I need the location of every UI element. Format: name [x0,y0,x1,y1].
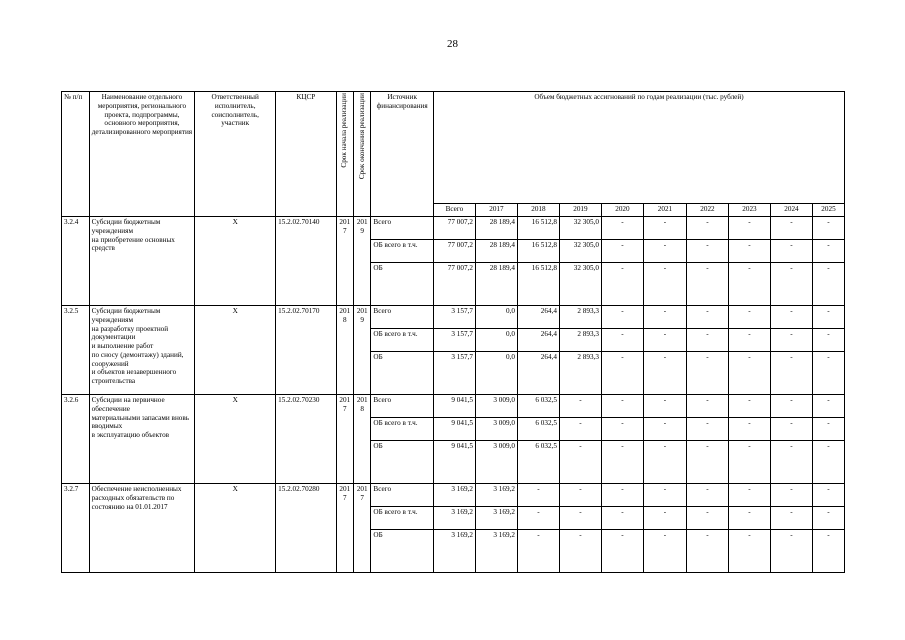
amount-cell: - [770,395,812,418]
amount-cell: 77 007,2 [433,217,475,240]
page-number: 28 [447,38,458,50]
amount-cell: 264,4 [517,352,559,395]
amount-cell: - [728,352,770,395]
amount-cell: - [686,418,728,441]
funding-source-cell: ОБ [371,352,434,395]
amount-cell: 3 009,0 [475,441,517,484]
amount-cell: - [728,441,770,484]
activity-name-cell: Субсидии на первичное обеспечение материальными запасами вновь вводимых в эксплуатацию объектов [89,395,195,484]
amount-cell: 28 189,4 [475,240,517,263]
amount-cell: - [728,263,770,306]
amount-cell: 3 157,7 [433,352,475,395]
amount-cell: 9 041,5 [433,418,475,441]
activity-name-cell: Субсидии бюджетным учреждениям на разработку проектной документации и выполнение работ по сносу (демонтажу) зданий, сооружений и объектов незавершенного строительства [89,306,195,395]
header-source: Источник финансирования [371,92,434,217]
amount-cell: - [728,306,770,329]
table-row [62,484,845,507]
amount-cell: - [686,395,728,418]
amount-cell: - [686,507,728,530]
amount-cell: - [770,263,812,306]
start-year-cell: 2017 [336,395,353,484]
executor-cell: X [195,306,276,395]
amount-cell: - [770,418,812,441]
header-name: Наименование отдельного мероприятия, регионального проекта, подпрограммы, основного мероприятия, детализированного мероприятия [89,92,195,217]
amount-cell: 3 009,0 [475,395,517,418]
header-year: 2022 [686,204,728,217]
amount-cell: - [770,329,812,352]
amount-cell: 9 041,5 [433,395,475,418]
amount-cell: - [643,530,686,573]
end-year-cell: 2018 [354,395,371,484]
amount-cell: - [728,217,770,240]
amount-cell: - [728,530,770,573]
amount-cell: - [643,306,686,329]
header-num: № п/п [62,92,90,217]
amount-cell: - [728,507,770,530]
row-number-cell: 3.2.5 [62,306,90,395]
amount-cell: - [601,441,643,484]
amount-cell: 3 169,2 [475,484,517,507]
amount-cell: - [601,530,643,573]
amount-cell: - [812,240,844,263]
start-year-cell: 2018 [336,306,353,395]
amount-cell: 32 305,0 [559,240,601,263]
amount-cell: - [601,329,643,352]
amount-cell: - [770,306,812,329]
amount-cell: - [643,263,686,306]
amount-cell: - [812,306,844,329]
header-year: 2025 [812,204,844,217]
row-number-cell: 3.2.6 [62,395,90,484]
funding-source-cell: ОБ всего в т.ч. [371,329,434,352]
amount-cell: 28 189,4 [475,217,517,240]
header-year: 2021 [643,204,686,217]
amount-cell: - [686,306,728,329]
header-year: 2019 [559,204,601,217]
amount-cell: 77 007,2 [433,263,475,306]
amount-cell: - [517,484,559,507]
amount-cell: - [601,418,643,441]
amount-cell: 2 893,3 [559,306,601,329]
header-executor: Ответственный исполнитель, соисполнитель, участник [195,92,276,217]
start-year-cell: 2017 [336,217,353,306]
activity-name-cell: Субсидии бюджетным учреждениям на приобретение основных средств [89,217,195,306]
amount-cell: 0,0 [475,352,517,395]
amount-cell: - [812,352,844,395]
end-year-cell: 2019 [354,217,371,306]
end-year-cell: 2017 [354,484,371,573]
amount-cell: - [643,484,686,507]
amount-cell: 6 032,5 [517,418,559,441]
amount-cell: - [686,217,728,240]
amount-cell: - [643,329,686,352]
funding-source-cell: ОБ [371,441,434,484]
amount-cell: - [601,263,643,306]
amount-cell: - [770,352,812,395]
amount-cell: - [517,507,559,530]
table-body [62,217,845,573]
kcsr-cell: 15.2.02.70140 [276,217,336,306]
activity-name-cell: Обеспечение неисполненных расходных обязательств по состоянию на 01.01.2017 [89,484,195,573]
amount-cell: - [643,352,686,395]
amount-cell: - [601,240,643,263]
amount-cell: 32 305,0 [559,263,601,306]
table-row [62,217,845,240]
amount-cell: 3 157,7 [433,306,475,329]
funding-source-cell: Всего [371,484,434,507]
amount-cell: - [770,217,812,240]
header-year: 2023 [728,204,770,217]
row-number-cell: 3.2.7 [62,484,90,573]
amount-cell: - [728,418,770,441]
amount-cell: 3 169,2 [475,530,517,573]
amount-cell: - [686,240,728,263]
amount-cell: - [643,441,686,484]
amount-cell: - [559,530,601,573]
funding-source-cell: Всего [371,395,434,418]
funding-source-cell: ОБ всего в т.ч. [371,507,434,530]
amount-cell: - [686,484,728,507]
budget-table [61,91,845,573]
amount-cell: - [686,329,728,352]
header-start-text: Срок начала реализации [340,93,349,168]
header-end-text: Срок окончания реализации [357,93,366,180]
header-end [354,92,371,217]
row-number-cell: 3.2.4 [62,217,90,306]
amount-cell: - [812,507,844,530]
amount-cell: - [812,441,844,484]
amount-cell: 9 041,5 [433,441,475,484]
kcsr-cell: 15.2.02.70230 [276,395,336,484]
amount-cell: - [812,263,844,306]
amount-cell: - [601,217,643,240]
amount-cell: - [643,240,686,263]
amount-cell: - [686,263,728,306]
header-year: 2024 [770,204,812,217]
amount-cell: - [686,352,728,395]
amount-cell: 2 893,3 [559,352,601,395]
amount-cell: - [812,329,844,352]
amount-cell: - [601,395,643,418]
amount-cell: - [812,217,844,240]
amount-cell: 32 305,0 [559,217,601,240]
end-year-cell: 2019 [354,306,371,395]
executor-cell: X [195,217,276,306]
funding-source-cell: ОБ [371,530,434,573]
amount-cell: 3 157,7 [433,329,475,352]
header-start [336,92,353,217]
funding-source-cell: Всего [371,217,434,240]
amount-cell: - [601,352,643,395]
amount-cell: - [643,395,686,418]
amount-cell: - [812,484,844,507]
amount-cell: - [770,507,812,530]
amount-cell: - [686,530,728,573]
table-row [62,395,845,418]
funding-source-cell: ОБ всего в т.ч. [371,418,434,441]
amount-cell: 3 169,2 [433,530,475,573]
amount-cell: - [517,530,559,573]
executor-cell: X [195,395,276,484]
amount-cell: - [601,306,643,329]
table-row [62,306,845,329]
amount-cell: - [601,507,643,530]
amount-cell: - [770,530,812,573]
amount-cell: 3 169,2 [475,507,517,530]
amount-cell: 28 189,4 [475,263,517,306]
amount-cell: - [812,418,844,441]
amount-cell: 3 009,0 [475,418,517,441]
funding-source-cell: ОБ [371,263,434,306]
amount-cell: - [728,329,770,352]
header-year: 2020 [601,204,643,217]
header-kcsr: КЦСР [276,92,336,217]
kcsr-cell: 15.2.02.70170 [276,306,336,395]
amount-cell: - [812,530,844,573]
amount-cell: 0,0 [475,306,517,329]
amount-cell: - [770,484,812,507]
table-header [62,92,845,217]
amount-cell: - [559,441,601,484]
amount-cell: - [559,484,601,507]
amount-cell: - [643,217,686,240]
amount-cell: 3 169,2 [433,507,475,530]
amount-cell: - [559,395,601,418]
amount-cell: 16 512,8 [517,240,559,263]
amount-cell: 6 032,5 [517,441,559,484]
amount-cell: 3 169,2 [433,484,475,507]
header-year: 2017 [475,204,517,217]
amount-cell: - [728,395,770,418]
amount-cell: - [559,507,601,530]
amount-cell: - [728,484,770,507]
amount-cell: 2 893,3 [559,329,601,352]
amount-cell: 16 512,8 [517,263,559,306]
amount-cell: 0,0 [475,329,517,352]
executor-cell: X [195,484,276,573]
amount-cell: - [770,441,812,484]
amount-cell: - [643,418,686,441]
amount-cell: 264,4 [517,329,559,352]
amount-cell: - [601,484,643,507]
amount-cell: - [770,240,812,263]
amount-cell: 77 007,2 [433,240,475,263]
amount-cell: 6 032,5 [517,395,559,418]
kcsr-cell: 15.2.02.70280 [276,484,336,573]
amount-cell: 264,4 [517,306,559,329]
header-year: Всего [433,204,475,217]
funding-source-cell: Всего [371,306,434,329]
start-year-cell: 2017 [336,484,353,573]
amount-cell: - [643,507,686,530]
amount-cell: - [728,240,770,263]
amount-cell: 16 512,8 [517,217,559,240]
amount-cell: - [812,395,844,418]
amount-cell: - [686,441,728,484]
amount-cell: - [559,418,601,441]
funding-source-cell: ОБ всего в т.ч. [371,240,434,263]
header-year: 2018 [517,204,559,217]
header-volume: Объем бюджетных ассигнований по годам реализации (тыс. рублей) [433,92,844,204]
